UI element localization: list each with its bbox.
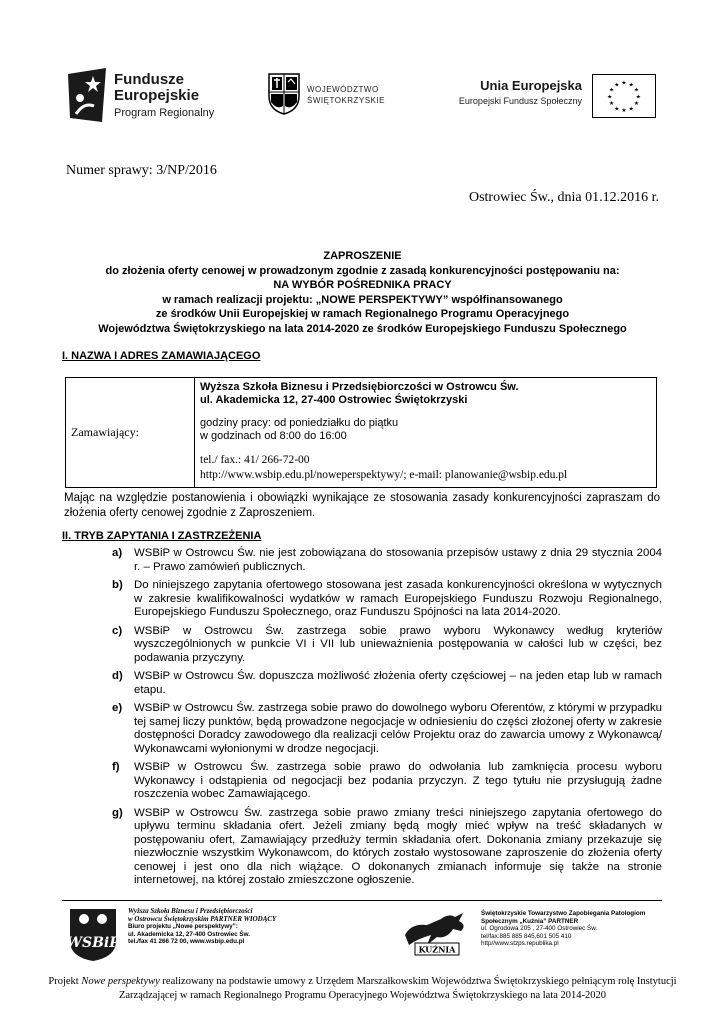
kuznia-line2: Społecznym „Kuźnia” PARTNER (481, 917, 579, 925)
fe-text (114, 72, 214, 121)
wsbip-line3: Biuro projektu „Nowe perspektywy”: (128, 923, 238, 931)
intro-paragraph: Mając na względzie postanowienia i obowiązki wynikające ze stosowania zasady konkurencyjności zapraszam do złożenia oferty cenowej zgodnie z Zaproszeniem. (64, 492, 660, 519)
working-hours-2: w godzinach od 8:00 do 16:00 (200, 430, 347, 442)
table-label-cell (66, 378, 195, 487)
list-item (112, 807, 662, 888)
item-label: e) (112, 702, 123, 714)
svg-text:★: ★ (614, 106, 620, 113)
item-text: WSBiP w Ostrowcu Św. zastrzega sobie prawo do dowolnego wyboru Oferentów, z którymi w przypadku tej samej liczy punktów, będą prowadzone negocjacje w odniesieniu do części złożonej oferty w zakresie dostępności Doradcy zawodowego dla realizacji celów Projektu oraz do zawarcia umowy z Wykonawcą/ Wykonawcami wyłonionymi w drodze negocjacji. (134, 702, 662, 755)
footer-divider (62, 900, 662, 901)
svg-text:★: ★ (621, 80, 627, 87)
kuznia-line4: tel/fax:885 885 845,601 505 410 (481, 932, 572, 940)
invitation-line: NA WYBÓR POŚREDNIKA PRACY (273, 279, 452, 292)
svg-text:★: ★ (635, 94, 641, 101)
web-email: http://www.wsbip.edu.pl/noweperspektywy/; e-mail: planowanie@wsbip.edu.pl (200, 469, 568, 481)
section2-heading: II. TRYB ZAPYTANIA I ZASTRZEŻENIA (62, 530, 262, 542)
item-text: Do niniejszego zapytania ofertowego stosowana jest zasada konkurencyjności określona w wytycznych w zakresie kwalifikowalności wydatków w ramach Europejskiego Funduszu Rozwoju Regionalnego, Europejskiego Funduszu Społecznego, oraz Funduszu Spójności na lata 2014-2020. (134, 579, 662, 618)
ws-line2: ŚWIĘTOKRZYSKIE (307, 96, 385, 105)
list-item (112, 702, 662, 756)
kuznia-logo-text: KUŹNIA (418, 944, 456, 955)
section1-heading: I. NAZWA I ADRES ZAMAWIAJĄCEGO (62, 350, 261, 362)
svg-text:★: ★ (633, 87, 639, 94)
eu-flag-icon (592, 74, 656, 118)
fe-star-mark-icon (66, 66, 108, 124)
wsbip-logo-icon (64, 905, 122, 963)
item-label: b) (112, 579, 123, 591)
kuznia-horse-logo-icon (397, 905, 477, 957)
invitation-line: ZAPROSZENIE (323, 250, 402, 262)
invitation-line: ze środków Unii Europejskiej w ramach Regionalnego Programu Operacyjnego (155, 308, 570, 321)
wsbip-line1: Wyższa Szkoła Biznesu i Przedsiębiorczości (128, 907, 253, 915)
fe-line1: Fundusze (114, 71, 184, 88)
fundusze-europejskie-logo (62, 64, 232, 126)
list-item (112, 579, 662, 620)
invitation-line: w ramach realizacji projektu: „NOWE PERSPEKTYWY” współfinansowanego (162, 293, 563, 306)
kuznia-address (481, 910, 645, 948)
kuznia-line1: Świętokrzyskie Towarzystwo Zapobiegania Patologiom (481, 910, 646, 917)
svg-text:★: ★ (621, 108, 627, 115)
item-label: g) (112, 806, 123, 819)
invitation-title (50, 249, 675, 337)
case-number: Numer sprawy: 3/NP/2016 (66, 163, 217, 178)
wsbip-logo-text: WSBiP (66, 935, 120, 951)
phone-fax: tel./ fax.: 41/ 266-72-00 (200, 454, 310, 466)
list-item (112, 761, 662, 802)
invitation-line: Województwa Świętokrzyskiego na lata 2014-2020 ze środków Europejskiego Funduszu Społecznego (98, 322, 627, 335)
svg-text:★: ★ (633, 101, 639, 108)
reservations-list (112, 547, 662, 893)
wsbip-line5: tel./fax 41 266 72 00, www.wsbip.edu.pl (128, 938, 245, 946)
item-text: WSBiP w Ostrowcu Św. zastrzega sobie prawo wyboru Wykonawcy według kryteriów wyszczególnionych w punkcie VI i VII lub unieważnienia postępowania w całości lub w części, bez podawania przyczyny. (134, 624, 662, 664)
svg-text:★: ★ (614, 82, 620, 89)
wsbip-line2: w Ostrowcu Świętokrzyskim PARTNER WIODĄCY (128, 914, 277, 923)
note-project-name: Nowe perspektywy (81, 976, 160, 987)
item-label: c) (112, 624, 123, 637)
note-prefix: Projekt (48, 976, 82, 987)
list-item (112, 625, 662, 666)
item-label: a) (112, 547, 123, 559)
project-footnote (40, 975, 685, 1002)
item-text: WSBiP w Ostrowcu Św. dopuszcza możliwość złożenia oferty częściowej – na jeden etap lub w ramach etapu. (134, 670, 662, 696)
table-label: Zamawiający: (71, 425, 139, 439)
kuznia-partner-block (397, 905, 667, 967)
note-rest: realizowany na podstawie umowy z Urzędem Marszałkowskim Województwa Świętokrzyskiego pełniącym rolę Instytucji Zarządzającej w ramach Regionalnego Programu Operacyjnego Województwa Świętokrzyskiego na lata 2014-2020 (118, 976, 677, 1001)
ue-line2: Europejski Fundusz Społeczny (458, 96, 582, 106)
coat-of-arms-icon (267, 72, 301, 116)
kuznia-line5: http//www.stzps.republika.pl (481, 940, 559, 948)
working-hours-1: godziny pracy: od poniedziałku do piątku (200, 417, 399, 429)
item-text: WSBiP w Ostrowcu Św. zastrzega sobie prawo do odwołania lub zamknięcia procesu wyboru Wykonawcy i odstąpienia od negocjacji bez podania przyczyn. Z tego tytułu nie przysługują żadne roszczenia wobec Zamawiającego. (134, 761, 662, 800)
svg-text:★: ★ (609, 87, 615, 94)
table-value-cell (195, 378, 656, 487)
place-date: Ostrowiec Św., dnia 01.12.2016 r. (468, 190, 659, 205)
svg-text:★: ★ (628, 106, 634, 113)
svg-text:★: ★ (609, 101, 615, 108)
item-text: WSBiP w Ostrowcu Św. nie jest zobowiązana do stosowania przepisów ustawy z dnia 29 stycznia 2004 r. – Prawo zamówień publicznych. (134, 547, 662, 573)
ue-line1: Unia Europejska (480, 78, 582, 93)
ws-line1: WOJEWÓDZTWO (307, 85, 379, 94)
kuznia-line3: ul. Ogrodowa 205 , 27-400 Ostrowiec Św. (481, 925, 598, 933)
item-label: f) (112, 761, 120, 773)
unia-europejska-logo (442, 72, 662, 122)
invitation-line: do złożenia oferty cenowej w prowadzonym zgodnie z zasadą konkurencyjności postępowaniu na: (105, 264, 620, 277)
authority-name: Wyższa Szkoła Biznesu i Przedsiębiorczości w Ostrowcu Św. (200, 381, 519, 393)
ue-text (442, 78, 582, 108)
logo-bar (62, 62, 662, 132)
wojewodztwo-logo (267, 72, 417, 122)
wsbip-address (128, 908, 276, 946)
item-text: WSBiP w Ostrowcu Św. zastrzega sobie prawo zmiany treści niniejszego zapytania ofertowego do upływu terminu składania ofert. Jeżeli zmiany będą mogły mieć wpływ na treść składanych w postępowaniu ofert, Zamawiający przedłuży termin składania ofert. Dokonania zmiany przekazuje się niezwłocznie wszystkim Wykonawcom, do których zostało wystosowane zaproszenie do złożenia oferty cenowej i jest ono dla nich wiążące. O dokonanych zmianach informuje się także na stronie internetowej, na której zostało zmieszczone ogłoszenie. (134, 806, 662, 886)
fe-line3: Program Regionalny (114, 107, 215, 119)
item-label: d) (112, 670, 123, 682)
list-item (112, 670, 662, 697)
wsbip-partner-block (64, 905, 324, 967)
ws-text (307, 84, 385, 106)
svg-text:★: ★ (607, 94, 613, 101)
list-item (112, 547, 662, 574)
contracting-authority-table (65, 377, 657, 488)
fe-line2: Europejskie (114, 87, 200, 104)
authority-address: ul. Akademicka 12, 27-400 Ostrowiec Świętokrzyski (200, 394, 468, 406)
svg-text:★: ★ (628, 82, 634, 89)
wsbip-line4: ul. Akademicka 12, 27-400 Ostrowiec Św. (128, 930, 251, 938)
